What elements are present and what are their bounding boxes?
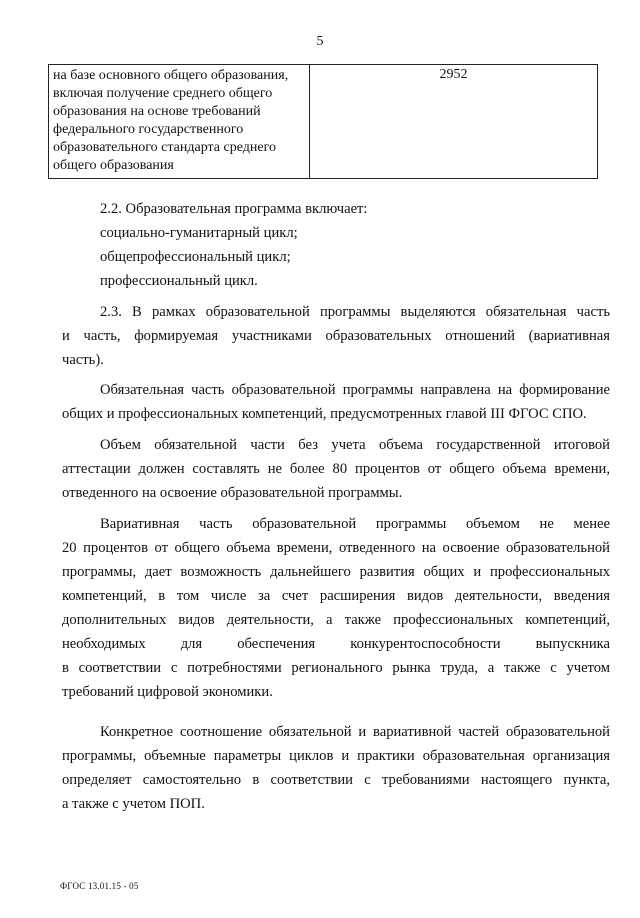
hours-table (48, 64, 598, 179)
paragraph-line: отведенного на освоение образовательной программы. (62, 485, 403, 501)
table-cell-line: включая получение среднего общего (53, 86, 273, 101)
footer-document-code: ФГОС 13.01.15 - 05 (60, 881, 139, 891)
paragraph-line: общих и профессиональных компетенций, предусмотренных главой III ФГОС СПО. (62, 406, 587, 422)
list-item: профессиональный цикл. (100, 273, 258, 289)
page-number: 5 (316, 34, 324, 49)
list-item: социально-гуманитарный цикл; (100, 225, 298, 241)
paragraph-line: программы, дает возможность дальнейшего развития общих и профессиональных (62, 564, 610, 580)
paragraph-line: Конкретное соотношение обязательной и вариативной частей образовательной (100, 724, 610, 740)
paragraph-line: программы, объемные параметры циклов и практики образовательная организация (62, 748, 610, 764)
table-cell-line: общего образования (53, 158, 174, 173)
paragraph-2-2 (62, 197, 610, 293)
paragraph-obligatory-part (62, 378, 610, 426)
table-cell-education-basis (49, 65, 310, 178)
paragraph-line: требований цифровой экономики. (62, 684, 273, 700)
paragraph-line: аттестации должен составлять не более 80 процентов от общего объема времени, (62, 461, 610, 477)
paragraph-line: необходимых для обеспечения конкурентоспособности выпускника (62, 636, 610, 652)
paragraph-line: определяет самостоятельно в соответствии с требованиями настоящего пункта, (62, 772, 610, 788)
paragraph-line: 20 процентов от общего объема времени, отведенного на освоение образовательной (62, 540, 610, 556)
paragraph-volume (62, 433, 610, 505)
paragraph-2-3 (62, 300, 610, 372)
paragraph-line: Вариативная часть образовательной программы объемом не менее (100, 516, 610, 532)
paragraph-line: 2.2. Образовательная программа включает: (100, 201, 368, 217)
table-cell-hours: 2952 (439, 67, 468, 82)
paragraph-line: дополнительных видов деятельности, а также профессиональных компетенций, (62, 612, 610, 628)
paragraph-line: Объем обязательной части без учета объема государственной итоговой (100, 437, 610, 453)
paragraph-line: и часть, формируемая участниками образовательных отношений (вариативная (62, 328, 610, 344)
table-cell-line: на базе основного общего образования, (53, 68, 289, 83)
paragraph-line: Обязательная часть образовательной программы направлена на формирование (100, 382, 610, 398)
paragraph-line: 2.3. В рамках образовательной программы выделяются обязательная часть (100, 304, 610, 320)
table-cell-line: образовательного стандарта среднего (53, 140, 276, 155)
paragraph-line: а также с учетом ПОП. (62, 796, 205, 812)
table-cell-line: федерального государственного (53, 122, 244, 137)
table-cell-line: образования на основе требований (53, 104, 261, 119)
paragraph-line: компетенций, в том числе за счет расширения видов деятельности, введения (62, 588, 610, 604)
paragraph-concrete-ratio (62, 720, 610, 816)
paragraph-line: в соответствии с потребностями регионального рынка труда, а также с учетом (62, 660, 610, 676)
list-item: общепрофессиональный цикл; (100, 249, 291, 265)
paragraph-line: часть). (62, 352, 104, 368)
paragraph-variative-part (62, 512, 610, 704)
